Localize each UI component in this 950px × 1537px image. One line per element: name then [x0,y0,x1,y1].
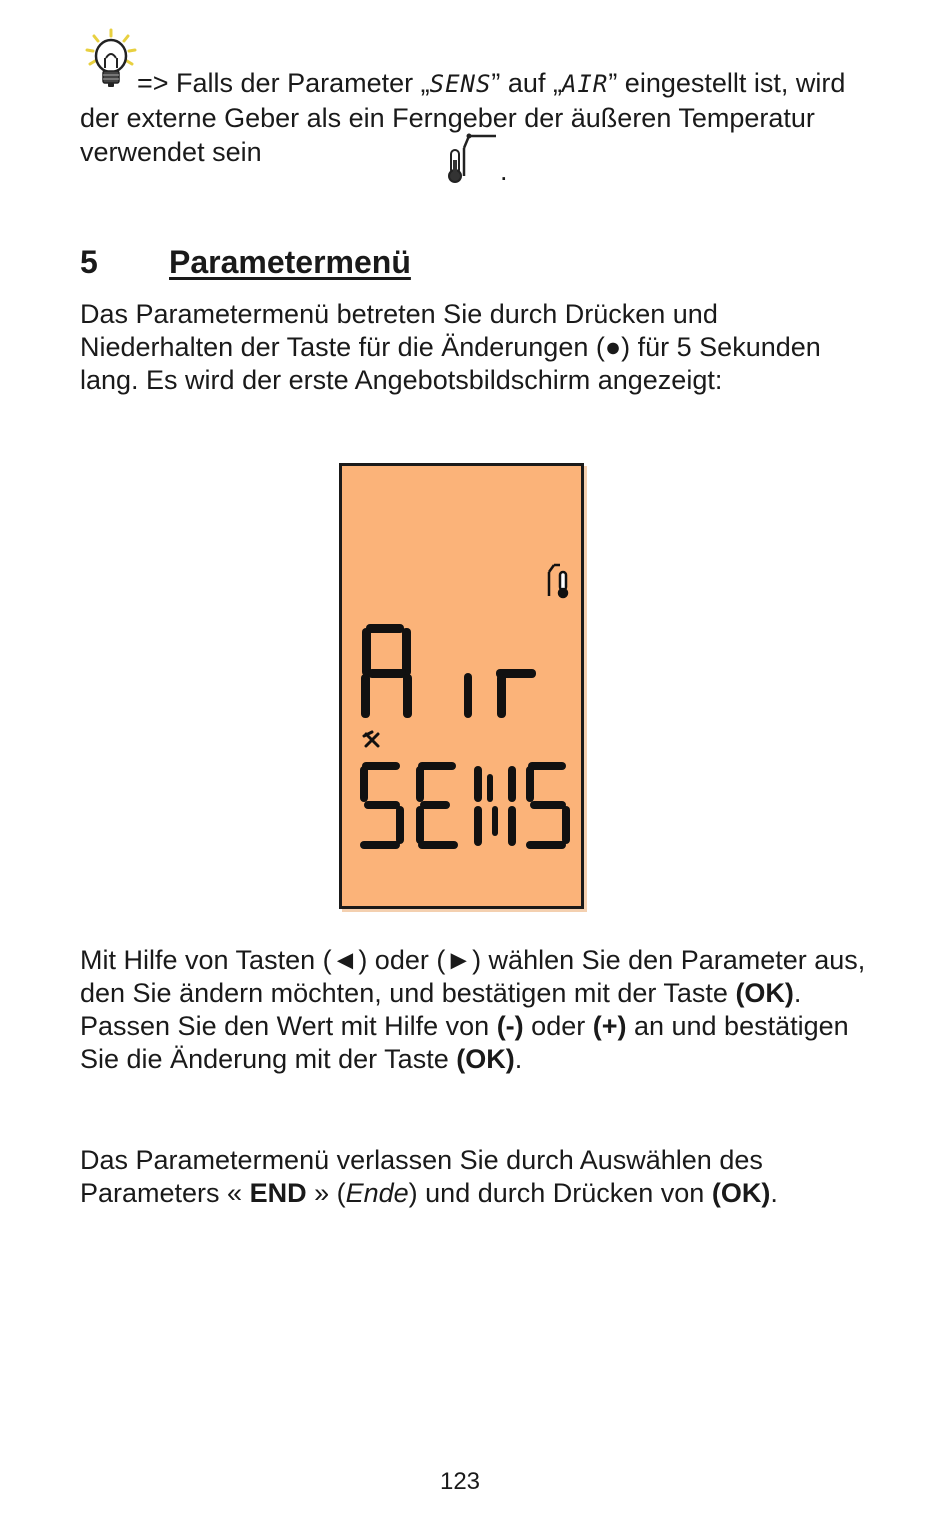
ende-term: Ende [345,1178,409,1208]
tip-mid: ” auf „ [491,68,562,98]
end-parameter-label: END [249,1178,307,1208]
param-sens-code: SENS [429,70,492,98]
section-heading [80,244,411,281]
p2-text-c: ) und durch Drücken von [408,1178,712,1208]
tip-arrow: => Falls der Parameter „ [137,68,430,98]
minus-key-label: (-) [496,1011,524,1041]
p1-text-b: . Passen Sie den Wert mit Hilfe von [80,978,802,1041]
ok-key-label: (OK) [735,978,794,1008]
thermometer-remote-icon [440,132,500,184]
lcd-digit-N [474,766,516,846]
lcd-digit-E [416,762,458,849]
plus-key-label: (+) [592,1011,627,1041]
p1-text-e: . [514,1044,523,1074]
tip-after: ” eingestellt ist, wird der externe Geber als ein Ferngeber der äußeren Temperatur verwendet sein [80,68,846,167]
lcd-digit-i [464,673,472,718]
section-title: Parametermenü [169,244,411,280]
lcd-digit-S2 [526,762,570,849]
instructions-paragraph-1 [80,944,870,1076]
p2-text-a: Das Parametermenü verlassen Sie durch Auswählen des Parameters « [80,1145,763,1208]
lcd-digit-A [361,624,412,718]
lcd-digit-S1 [360,762,404,849]
param-air-code: AIR [561,70,609,98]
p1-text-d: an und bestätigen Sie die Änderung mit der Taste [80,1011,849,1074]
tip-end: . [500,156,508,186]
lcd-digit-r [496,669,536,718]
ok-key-label-2: (OK) [456,1044,515,1074]
instructions-paragraph-2 [80,1144,870,1210]
page-number: 123 [439,1468,481,1495]
lcd-remote-thermometer-icon [549,565,567,597]
p2-text-d: . [770,1178,778,1208]
section-number: 5 [80,244,98,280]
lcd-display [339,463,584,909]
p2-text-b: » ( [306,1178,346,1208]
p1-text-a: Mit Hilfe von Tasten (◄) oder (►) wählen Sie den Parameter aus, den Sie ändern möchten, und bestätigen mit der Taste [80,945,866,1008]
section-intro: Das Parametermenü betreten Sie durch Drücken und Niederhalten der Taste für die Änderungen (●) für 5 Sekunden lang. Es wird der erste Angebotsbildschirm angezeigt: [80,299,821,395]
lcd-tools-icon [364,732,378,746]
lcd-graphic [342,466,581,906]
ok-key-label-3: (OK) [711,1178,771,1208]
p1-text-c: oder [523,1011,593,1041]
